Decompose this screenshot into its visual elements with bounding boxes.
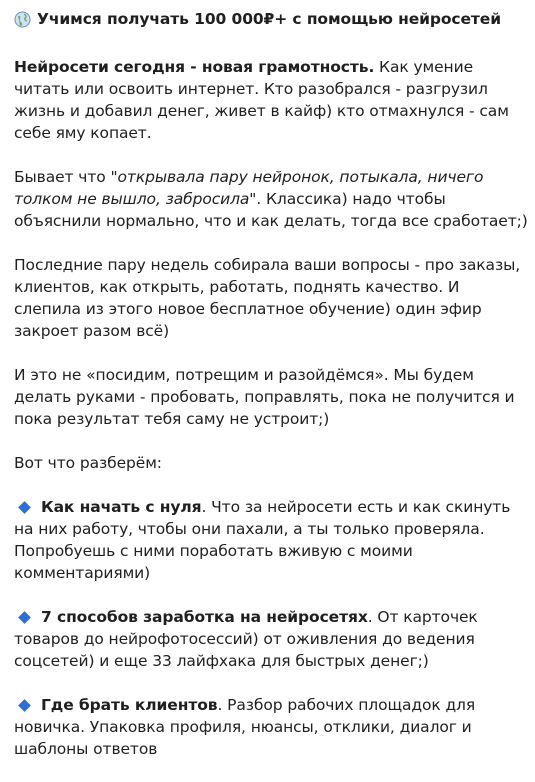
- paragraph-1-bold: Нейросети сегодня - новая грамотность.: [14, 58, 375, 76]
- globe-icon: [14, 11, 31, 28]
- bullet-item-1: [14, 496, 530, 584]
- bullet-item-2-bold: 7 способов заработка на нейросетях: [41, 608, 368, 626]
- paragraph-5: Вот что разберём:: [14, 454, 162, 472]
- bullet-item-1-bold: Как начать с нуля: [41, 498, 202, 516]
- blue-diamond-icon: [18, 501, 31, 514]
- paragraph-2-quote: "открывала пару нейронок, потыкала, ничего толком не вышло, забросила": [14, 168, 484, 208]
- bullet-item-3-text: . Разбор рабочих площадок для новичка. Упаковка профиля, нюансы, отклики, диалог и шаблоны ответов: [14, 696, 476, 758]
- post-title: Учимся получать 100 000₽+ с помощью нейросетей: [37, 10, 501, 28]
- paragraph-3: Последние пару недель собирала ваши вопросы - про заказы, клиентов, как открыть, работать, поднять качество. И слепила из этого новое бесплатное обучение) один эфир закроет разом всё): [14, 256, 521, 340]
- paragraph-1: [14, 56, 530, 144]
- bullet-item-3-bold: Где брать клиентов: [41, 696, 218, 714]
- post-content: [14, 8, 530, 782]
- bullet-item-2-text: . От карточек товаров до нейрофотосессий) от оживления до ведения соцсетей) и еще 33 лайфхака для быстрых денег;): [14, 608, 478, 670]
- paragraph-2: [14, 166, 530, 232]
- blue-diamond-icon: [18, 699, 31, 712]
- bullet-item-2: [14, 606, 530, 672]
- bullet-item-1-text: . Что за нейросети есть и как скинуть на них работу, чтобы они пахали, а ты только проверяла. Попробуешь с ними поработать вживую с моими комментариями): [14, 498, 511, 582]
- paragraph-2-prefix: Бывает что: [14, 168, 111, 186]
- paragraph-2-suffix: . Классика) надо чтобы объяснили нормально, что и как делать, тогда все сработает;): [14, 190, 528, 230]
- blue-diamond-icon: [18, 611, 31, 624]
- paragraph-4: И это не «посидим, потрещим и разойдёмся». Мы будем делать руками - пробовать, поправлять, пока не получится и пока результат тебя саму не устроит;): [14, 366, 515, 428]
- paragraph-1-text: Как умение читать или освоить интернет. Кто разобрался - разгрузил жизнь и добавил денег, живет в кайф) кто отмахнулся - сам себе яму копает.: [14, 58, 509, 142]
- post-header: [14, 8, 530, 30]
- bullet-item-3: [14, 694, 530, 760]
